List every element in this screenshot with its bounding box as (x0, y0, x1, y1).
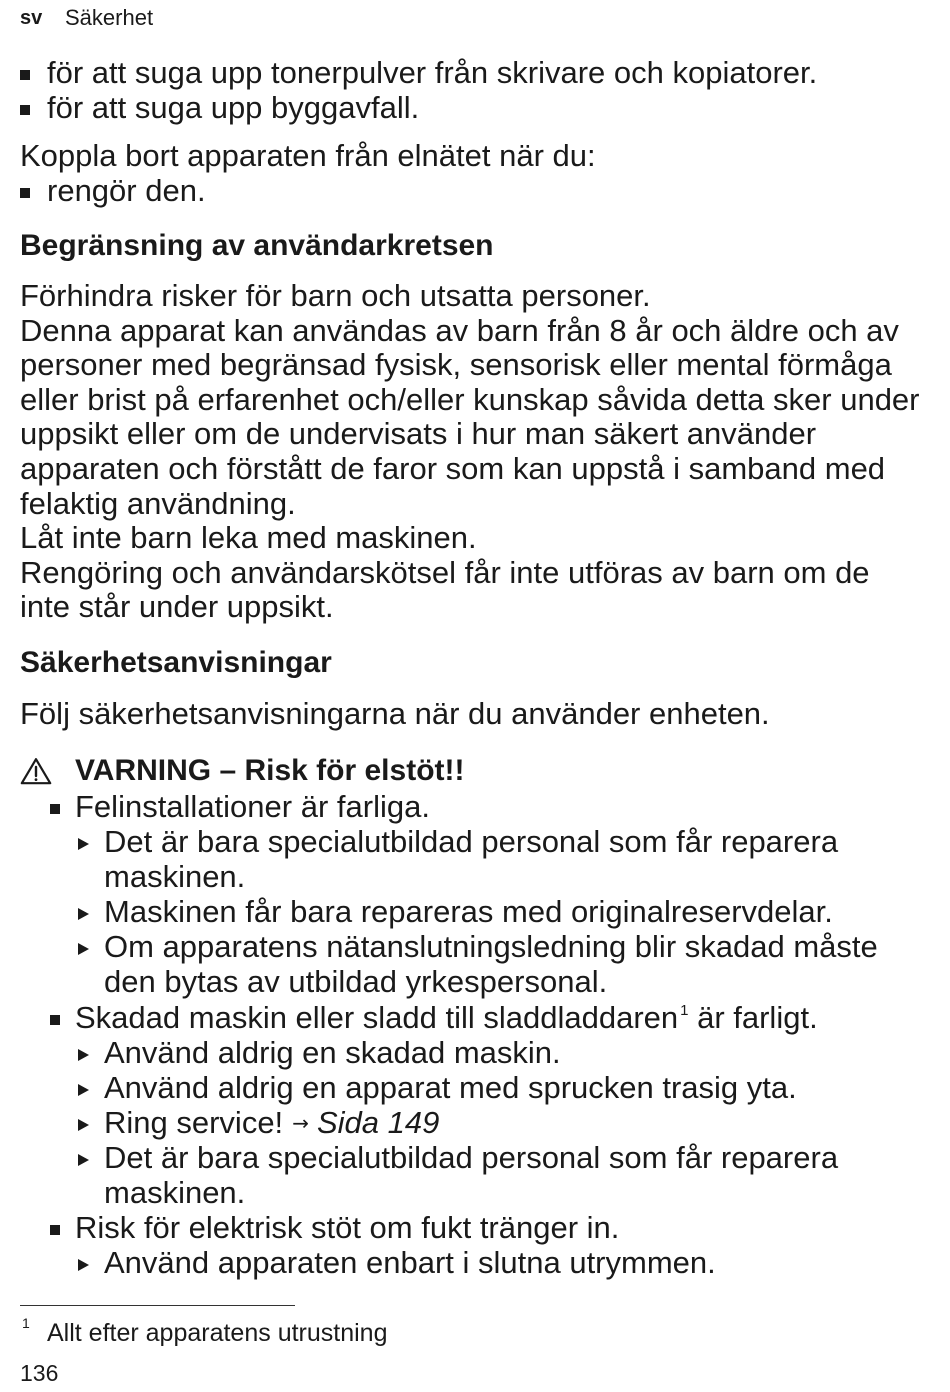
paragraph-line: eller brist på erfarenhet och/eller kunskap såvida detta sker under (20, 381, 920, 417)
paragraph-line: inte står under uppsikt. (20, 589, 334, 625)
action-text: Det är bara specialutbildad personal som får reparera (104, 1139, 839, 1175)
action-text: Använd apparaten enbart i slutna utrymmen. (104, 1245, 716, 1281)
bullet-square-icon (20, 188, 30, 198)
action-triangle-icon (78, 908, 89, 920)
warning-triangle-icon (20, 757, 52, 785)
section-heading: Säkerhetsanvisningar (20, 646, 332, 679)
action-item (78, 1105, 878, 1140)
action-item (78, 824, 878, 894)
paragraph-line: personer med begränsad fysisk, sensorisk eller mental förmåga (20, 347, 892, 383)
action-line (104, 929, 878, 964)
list-item (20, 173, 596, 208)
section-title: Säkerhet (65, 5, 154, 30)
disconnect-text: Koppla bort apparaten från elnätet när du: (20, 138, 596, 173)
action-triangle-icon (78, 1154, 89, 1166)
action-text: Ring service! (104, 1104, 284, 1140)
hazard-text: Skadad maskin eller sladd till sladdladdaren (75, 999, 679, 1035)
action-line (104, 894, 878, 929)
warning-title (20, 754, 465, 789)
paragraph-line: felaktig användning. (20, 485, 296, 521)
arrow-right-icon: → (292, 1110, 309, 1135)
action-triangle-icon (78, 1259, 89, 1271)
paragraph-line: uppsikt eller om de undervisats i hur man säkert använder (20, 416, 817, 452)
footnote-divider (20, 1305, 295, 1306)
safety-intro: Följ säkerhetsanvisningarna när du använder enheten. (20, 696, 770, 731)
page-number: 136 (20, 1360, 59, 1386)
action-item (78, 1245, 878, 1280)
paragraph-line: apparaten och förstått de faror som kan uppstå i samband med (20, 450, 886, 486)
action-item (78, 1140, 878, 1210)
paragraph-line: Förhindra risker för barn och utsatta personer. (20, 278, 651, 313)
action-text: Maskinen får bara repareras med originalreservdelar. (104, 894, 833, 930)
page-header (0, 6, 950, 30)
hazard-line (50, 1000, 878, 1035)
footnote-mark: 1 (22, 1315, 30, 1331)
bullet-square-icon (50, 1015, 60, 1025)
warning-list (50, 789, 878, 1280)
footnote-text: Allt efter apparatens utrustning (47, 1319, 388, 1347)
language-code: sv (20, 7, 43, 29)
action-item (78, 1035, 878, 1070)
hazard-item (50, 1210, 878, 1280)
action-triangle-icon (78, 1084, 89, 1096)
bullet-square-icon (50, 804, 60, 814)
section-heading: Begränsning av användarkretsen (20, 229, 494, 262)
restriction-paragraphs (20, 279, 920, 625)
list-item-text: för att suga upp byggavfall. (47, 90, 420, 125)
action-line (104, 1105, 878, 1140)
usage-restriction-list (20, 55, 817, 125)
list-item (20, 90, 817, 125)
hazard-text-after: är farligt. (688, 999, 818, 1035)
list-item-text: rengör den. (47, 173, 206, 208)
list-item (20, 55, 817, 90)
bullet-square-icon (20, 70, 30, 80)
action-line: maskinen. (104, 859, 246, 895)
paragraph-line: Rengöring och användarskötsel får inte utföras av barn om de (20, 554, 870, 590)
action-triangle-icon (78, 943, 89, 955)
list-item-text: för att suga upp tonerpulver från skrivare och kopiatorer. (47, 55, 818, 90)
hazard-item (50, 789, 878, 1000)
bullet-square-icon (20, 105, 30, 115)
action-triangle-icon (78, 1119, 89, 1131)
hazard-text: Risk för elektrisk stöt om fukt tränger in. (75, 1210, 620, 1246)
action-item (78, 929, 878, 999)
hazard-item (50, 1000, 878, 1211)
hazard-line (50, 1210, 878, 1245)
action-item (78, 1070, 878, 1105)
action-line (104, 824, 878, 859)
action-text: Använd aldrig en apparat med sprucken trasig yta. (104, 1069, 797, 1105)
action-text: Om apparatens nätanslutningsledning blir skadad måste (104, 929, 878, 965)
action-line: den bytas av utbildad yrkespersonal. (104, 964, 608, 1000)
warning-title-text: VARNING – Risk för elstöt!! (75, 754, 465, 787)
action-line (104, 1140, 878, 1175)
action-triangle-icon (78, 838, 89, 850)
action-line (104, 1035, 878, 1070)
hazard-text: Felinstallationer är farliga. (75, 789, 430, 824)
action-text: Det är bara specialutbildad personal som får reparera (104, 824, 839, 860)
action-item (78, 894, 878, 929)
paragraph-line: Låt inte barn leka med maskinen. (20, 520, 477, 556)
hazard-line (50, 789, 878, 824)
action-line (104, 1070, 878, 1105)
action-line (104, 1245, 878, 1280)
page-reference: Sida 149 (316, 1104, 440, 1140)
action-text: Använd aldrig en skadad maskin. (104, 1034, 561, 1070)
footnote-reference: 1 (680, 1001, 689, 1019)
action-line: maskinen. (104, 1175, 246, 1211)
action-triangle-icon (78, 1049, 89, 1061)
paragraph-line: Denna apparat kan användas av barn från 8 år och äldre och av (20, 312, 899, 348)
disconnect-section (20, 138, 596, 208)
bullet-square-icon (50, 1225, 60, 1235)
